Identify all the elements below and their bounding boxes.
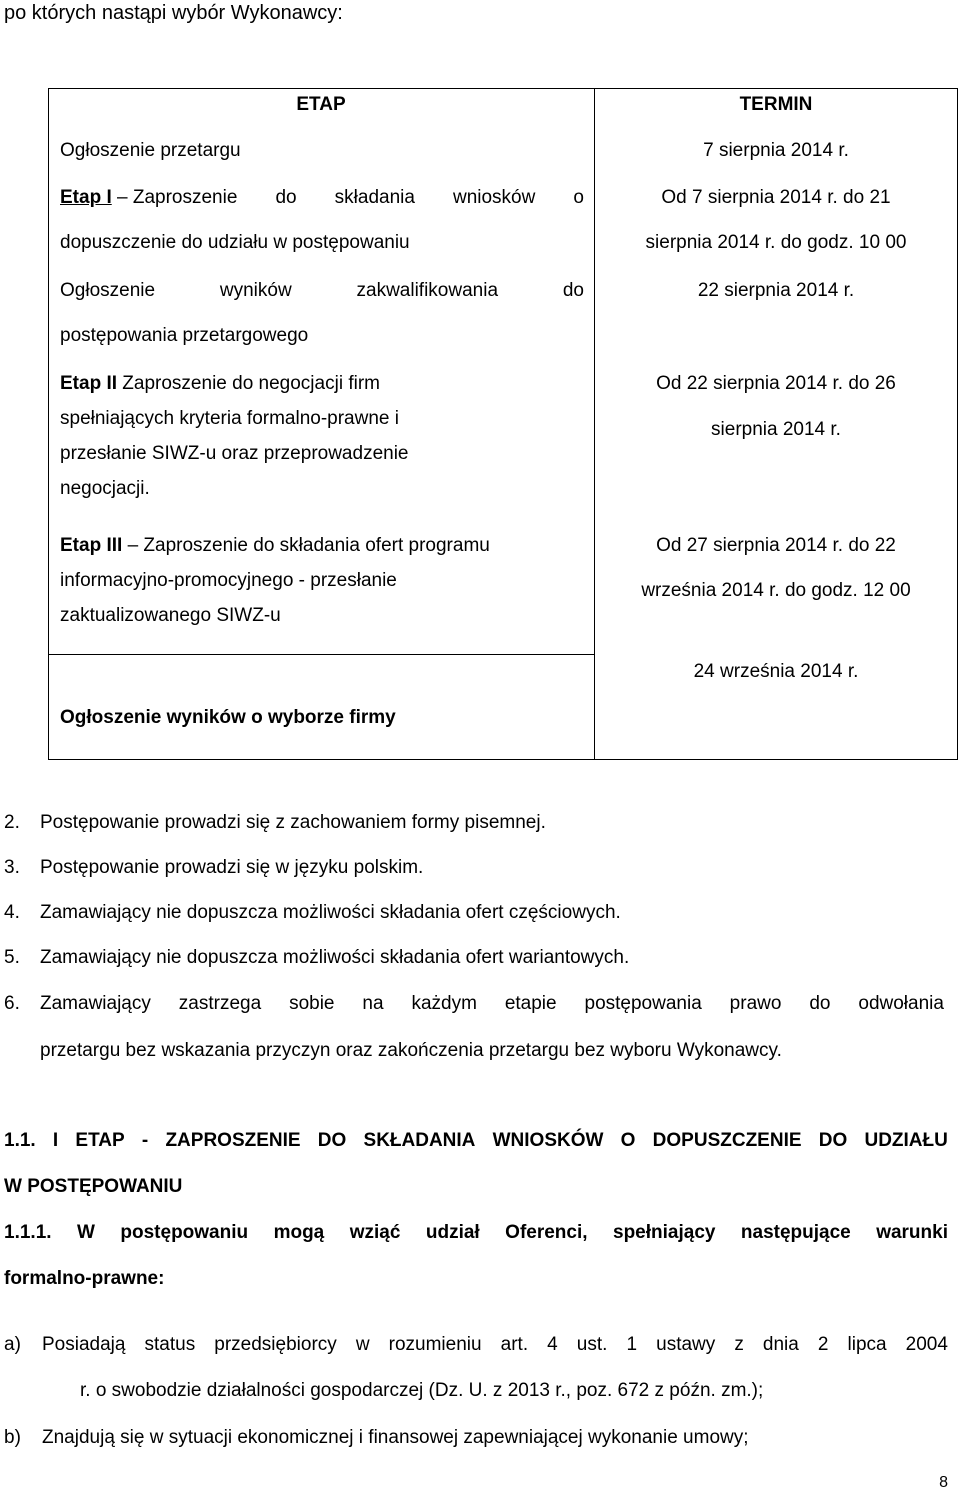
row3-termin: 22 sierpnia 2014 r. <box>697 280 855 301</box>
row5-etap: Etap III – Zaproszenie do składania ofert programu <box>60 535 490 556</box>
row3-etap: Ogłoszenie wyników zakwalifikowania do <box>60 280 584 301</box>
row5-termin-line1: Od 27 sierpnia 2014 r. do 22 <box>656 535 896 556</box>
row4-etap-line2: spełniających kryteria formalno-prawne i <box>60 408 399 429</box>
section-heading: 1.1. I ETAP - ZAPROSZENIE DO SKŁADANIA WNIOSKÓW O DOPUSZCZENIE DO UDZIAŁU <box>4 1130 948 1151</box>
condition-a: a) Posiadają status przedsiębiorcy w rozumieniu art. 4 ust. 1 ustawy z dnia 2 lipca 2004 <box>4 1334 948 1355</box>
row6-termin: 24 września 2014 r. <box>693 661 859 682</box>
row5-etap-line2: informacyjno-promocyjnego - przesłanie <box>60 570 397 591</box>
row4-etap-line3: przesłanie SIWZ-u oraz przeprowadzenie <box>60 443 409 464</box>
row4-etap-line4: negocjacji. <box>60 478 150 499</box>
section-heading-line2: W POSTĘPOWANIU <box>4 1176 183 1197</box>
condition-b: b) Znajdują się w sytuacji ekonomicznej i finansowej zapewniającej wykonanie umowy; <box>4 1427 749 1448</box>
row3-etap-line2: postępowania przetargowego <box>60 325 309 346</box>
list-item-4: 4. Zamawiający nie dopuszcza możliwości składania ofert częściowych. <box>4 902 621 923</box>
list-item-5: 5. Zamawiający nie dopuszcza możliwości składania ofert wariantowych. <box>4 947 630 968</box>
intro-text: po których nastąpi wybór Wykonawcy: <box>4 2 343 24</box>
row2-termin-line1: Od 7 sierpnia 2014 r. do 21 <box>661 187 891 208</box>
row2-termin-line2: sierpnia 2014 r. do godz. 10 00 <box>645 232 907 253</box>
row4-etap: Etap II Zaproszenie do negocjacji firm <box>60 373 380 394</box>
row5-termin-line2: września 2014 r. do godz. 12 00 <box>641 580 911 601</box>
row2-etap-line2: dopuszczenie do udziału w postępowaniu <box>60 232 410 253</box>
row2-etap: Etap I – Zaproszenie do składania wniosków o <box>60 187 584 208</box>
row4-termin-line1: Od 22 sierpnia 2014 r. do 26 <box>656 373 896 394</box>
page-number: 8 <box>939 1474 948 1491</box>
sub-heading: 1.1.1. W postępowaniu mogą wziąć udział Oferenci, spełniający następujące warunki <box>4 1222 948 1243</box>
row5-etap-line3: zaktualizowanego SIWZ-u <box>60 605 281 626</box>
row6-etap: Ogłoszenie wyników o wyborze firmy <box>60 707 396 728</box>
sub-heading-line2: formalno-prawne: <box>4 1268 165 1289</box>
header-etap: ETAP <box>296 94 346 115</box>
row4-termin-line2: sierpnia 2014 r. <box>711 419 841 440</box>
row1-etap: Ogłoszenie przetargu <box>60 140 241 161</box>
schedule-table <box>48 88 958 760</box>
list-item-6: 6. Zamawiający zastrzega sobie na każdym etapie postępowania prawo do odwołania <box>4 993 944 1014</box>
condition-a-line2: r. o swobodzie działalności gospodarczej (Dz. U. z 2013 r., poz. 672 z późn. zm.); <box>80 1380 764 1401</box>
row1-termin: 7 sierpnia 2014 r. <box>703 140 849 161</box>
header-termin: TERMIN <box>739 94 813 115</box>
list-item-6-line2: przetargu bez wskazania przyczyn oraz zakończenia przetargu bez wyboru Wykonawcy. <box>40 1040 782 1061</box>
list-item-3: 3. Postępowanie prowadzi się w języku polskim. <box>4 857 424 878</box>
list-item-2: 2. Postępowanie prowadzi się z zachowaniem formy pisemnej. <box>4 812 546 833</box>
